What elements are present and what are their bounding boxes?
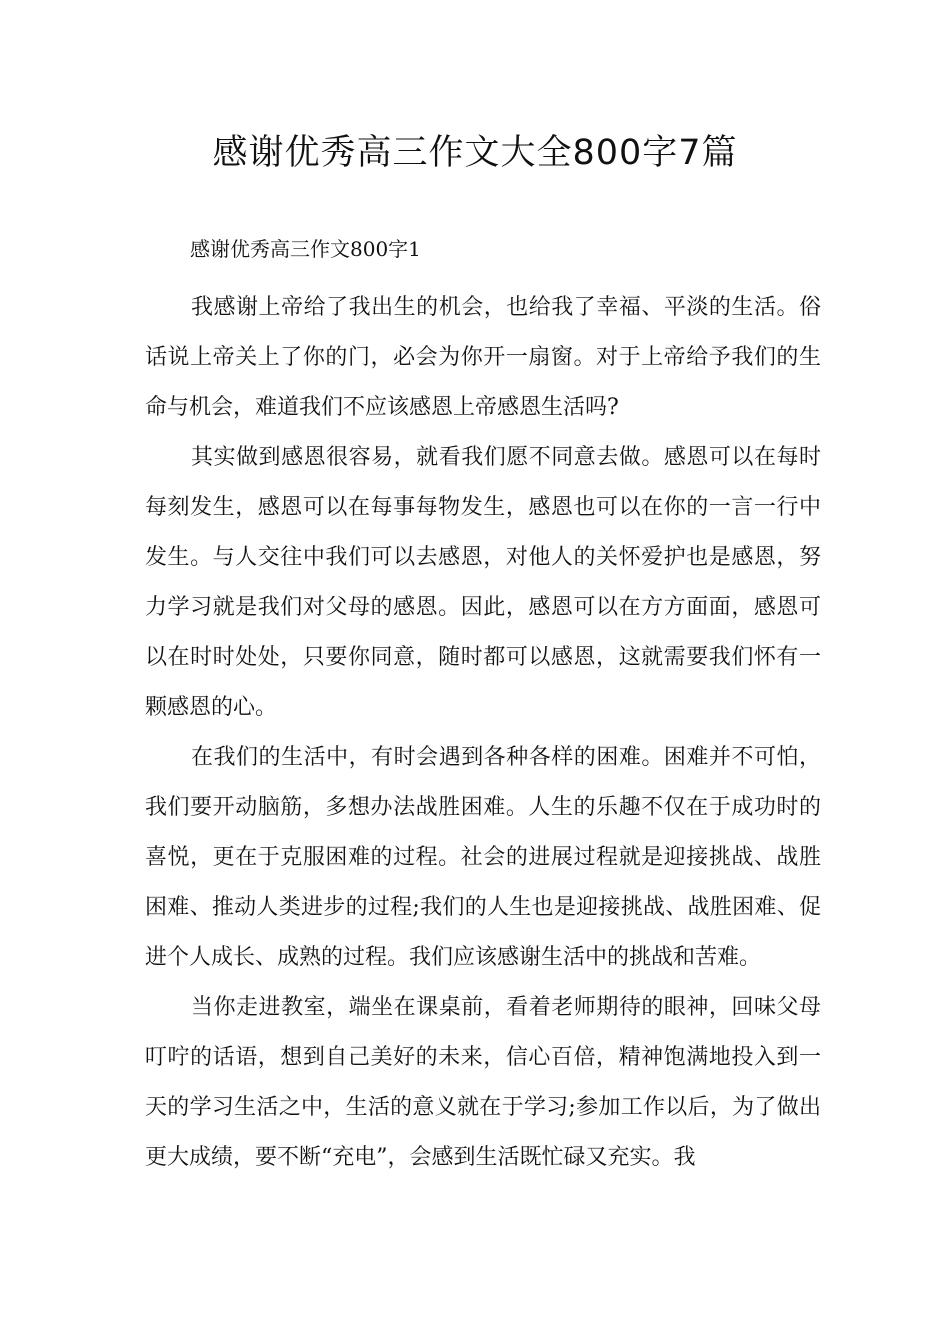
paragraph: 我感谢上帝给了我出生的机会，也给我了幸福、平淡的生活。俗话说上帝关上了你的门，必会为你开一扇窗。对于上帝给予我们的生命与机会，难道我们不应该感恩上帝感恩生活吗? [145, 295, 821, 420]
paragraph: 当你走进教室，端坐在课桌前，看着老师期待的眼神，回味父母叮咛的话语，想到自己美好的未来，信心百倍，精神饱满地投入到一天的学习生活之中，生活的意义就在于学习;参加工作以后，为了做出更大成绩，要不断“充电”，会感到生活既忙碌又充实。我 [145, 995, 821, 1170]
paragraph: 其实做到感恩很容易，就看我们愿不同意去做。感恩可以在每时每刻发生，感恩可以在每事每物发生，感恩也可以在你的一言一行中发生。与人交往中我们可以去感恩，对他人的关怀爱护也是感恩，努力学习就是我们对父母的感恩。因此，感恩可以在方方面面，感恩可以在时时处处，只要你同意，随时都可以感恩，这就需要我们怀有一颗感恩的心。 [145, 445, 821, 720]
document-title: 感谢优秀高三作文大全800字7篇 [212, 133, 738, 173]
paragraph: 在我们的生活中，有时会遇到各种各样的困难。困难并不可怕，我们要开动脑筋，多想办法战胜困难。人生的乐趣不仅在于成功时的喜悦，更在于克服困难的过程。社会的进展过程就是迎接挑战、战胜困难、推动人类进步的过程;我们的人生也是迎接挑战、战胜困难、促进个人成长、成熟的过程。我们应该感谢生活中的挑战和苦难。 [145, 745, 821, 970]
document-body [145, 283, 821, 1183]
section-heading: 感谢优秀高三作文800字1 [190, 237, 421, 261]
